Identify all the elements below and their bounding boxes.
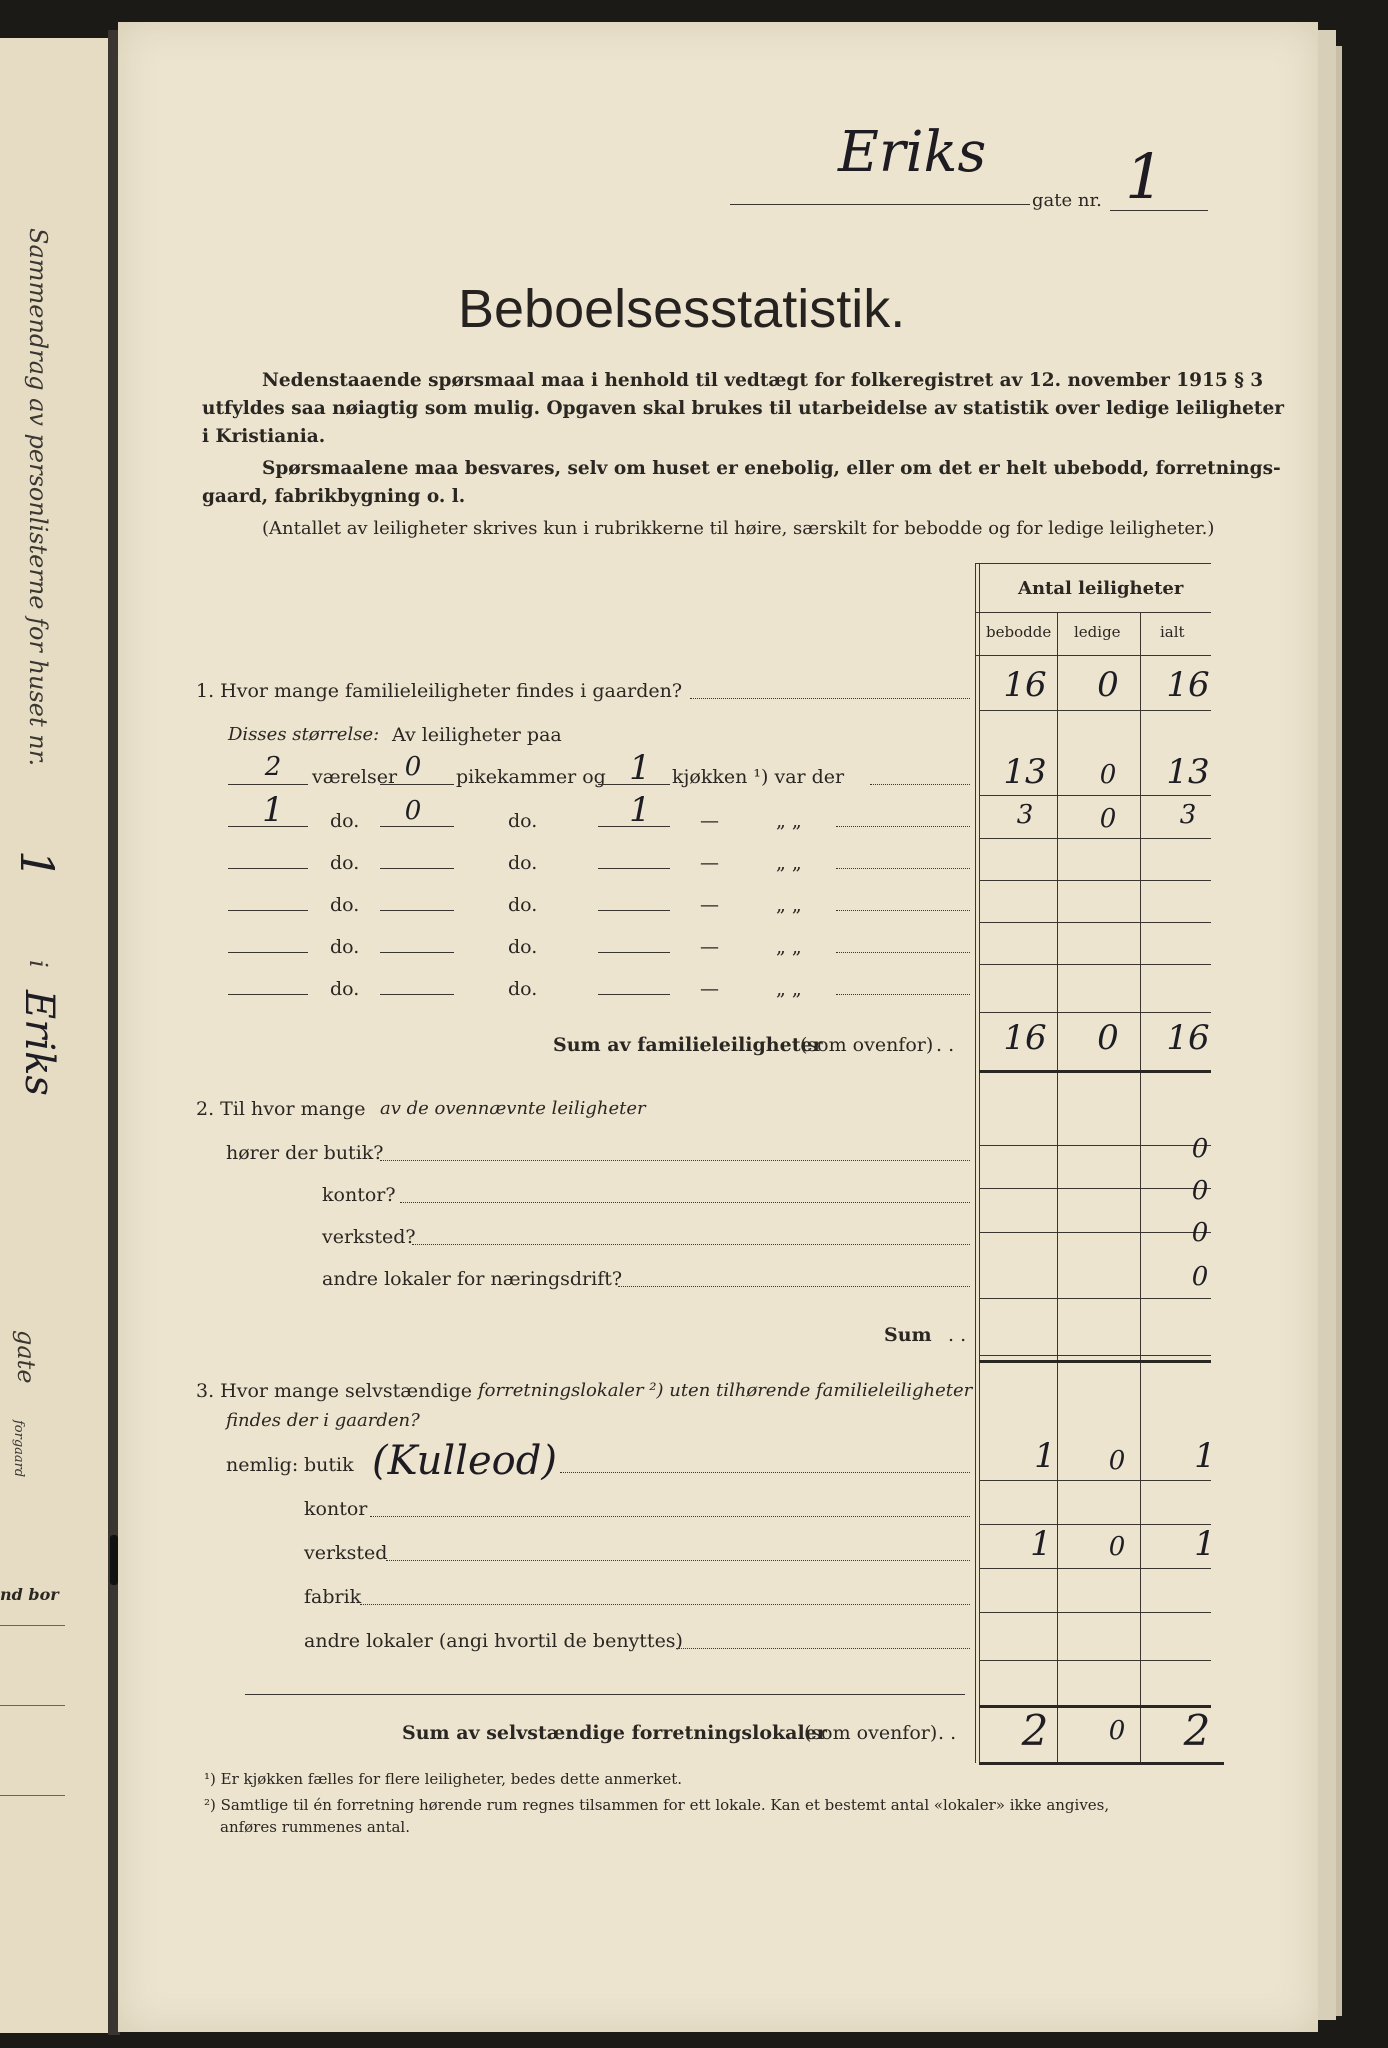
dots: . . bbox=[936, 1034, 955, 1056]
leader-dots bbox=[412, 1244, 970, 1245]
q3-verksted-ialt: 1 bbox=[1194, 1524, 1216, 1564]
row-rule bbox=[979, 1298, 1211, 1299]
table-top-rule bbox=[975, 563, 1211, 564]
q1-sum-label: Sum av familieleiligheter bbox=[553, 1034, 823, 1056]
intro-p2: Spørsmaalene maa besvares, selv om huset er enebolig, eller om det er helt ubebodd, forretnings- bbox=[262, 458, 1281, 479]
row-rule bbox=[979, 964, 1211, 965]
table-group-header: Antal leiligheter bbox=[1018, 578, 1184, 599]
leader-dots bbox=[400, 1202, 970, 1203]
row2-kjokken-value: 1 bbox=[629, 790, 651, 830]
leader-dots bbox=[836, 910, 970, 911]
q3-label-italic: forretningslokaler ²) uten tilhørende familieleiligheter bbox=[478, 1380, 973, 1401]
quotes: „ „ bbox=[776, 894, 802, 916]
row-rule bbox=[979, 880, 1211, 881]
margin-forgaard: forgaard bbox=[11, 1420, 26, 1478]
col-line bbox=[979, 563, 980, 1763]
binding-clip bbox=[110, 1535, 118, 1585]
q2-verksted-value: 0 bbox=[1191, 1218, 1209, 1248]
col-bebodde: bebodde bbox=[986, 623, 1052, 641]
do-label: do. bbox=[508, 936, 538, 958]
leader-dots bbox=[690, 698, 970, 699]
sum-rule bbox=[979, 1762, 1224, 1765]
col-line bbox=[975, 563, 976, 1763]
q3-butik-bebodde: 1 bbox=[1034, 1436, 1056, 1476]
leader-dots bbox=[560, 1472, 970, 1473]
dots: . . bbox=[948, 1324, 967, 1346]
blank-line bbox=[228, 910, 308, 911]
margin-vertical-text: Sammendrag av personlisterne for huset nr. bbox=[24, 228, 52, 767]
q3-butik-ledige: 0 bbox=[1108, 1446, 1126, 1476]
dash: — bbox=[700, 894, 719, 916]
q3-sum-ledige: 0 bbox=[1108, 1716, 1126, 1746]
leader-dots bbox=[836, 994, 970, 995]
q1-label: 1. Hvor mange familieleiligheter findes i gaarden? bbox=[196, 680, 683, 702]
row-rule bbox=[979, 1568, 1211, 1569]
blank-line bbox=[228, 994, 308, 995]
blank-line bbox=[380, 952, 454, 953]
row2-quotes: „ „ bbox=[776, 810, 802, 832]
margin-i: i bbox=[24, 960, 52, 968]
footnote-2b: anføres rummenes antal. bbox=[220, 1818, 410, 1836]
intro-p1: Nedenstaaende spørsmaal maa i henhold til vedtægt for folkeregistret av 12. november 1915 § 3 bbox=[262, 370, 1264, 391]
intro-p2b: gaard, fabrikbygning o. l. bbox=[202, 486, 466, 507]
q3-label: 3. Hvor mange selvstændige bbox=[196, 1380, 472, 1402]
quotes: „ „ bbox=[776, 936, 802, 958]
margin-line bbox=[0, 1795, 65, 1796]
q3-sum-ialt: 2 bbox=[1183, 1706, 1211, 1755]
number-line bbox=[1110, 210, 1208, 211]
row1-pike-label: pikekammer og bbox=[456, 766, 606, 788]
leader-dots bbox=[870, 784, 970, 785]
q2-sum-label: Sum bbox=[884, 1324, 932, 1346]
quotes: „ „ bbox=[776, 978, 802, 1000]
row1-vaerelser-value: 2 bbox=[264, 752, 282, 782]
street-handwritten: Eriks bbox=[838, 120, 987, 185]
margin-line bbox=[0, 1705, 65, 1706]
intro-p3: (Antallet av leiligheter skrives kun i rubrikkerne til høire, særskilt for bebodde og for ledige leiligheter.) bbox=[262, 518, 1215, 539]
footnote-2: ²) Samtlige til én forretning hørende rum regnes tilsammen for ett lokale. Kan et bestemt antal «lokaler» ikke angives, bbox=[204, 1796, 1110, 1814]
blank-line bbox=[380, 868, 454, 869]
blank-line bbox=[598, 910, 670, 911]
leader-dots bbox=[386, 1560, 970, 1561]
blank-line bbox=[380, 826, 454, 827]
do-label: do. bbox=[330, 936, 360, 958]
col-ialt: ialt bbox=[1160, 623, 1185, 641]
q3-kontor-label: kontor bbox=[304, 1498, 368, 1520]
intro-p1b: utfyldes saa nøiagtig som mulig. Opgaven skal brukes til utarbeidelse av statistik over ledige leiligheter bbox=[202, 398, 1284, 419]
row2-ledige: 0 bbox=[1099, 804, 1117, 834]
q2-item-label: kontor? bbox=[322, 1184, 396, 1206]
page-edge bbox=[1318, 30, 1336, 2020]
leader-dots bbox=[380, 1160, 970, 1161]
q3-sum-label: Sum av selvstændige forretningslokaler bbox=[402, 1722, 827, 1744]
q3-butik-ialt: 1 bbox=[1194, 1436, 1216, 1476]
blank-line bbox=[380, 910, 454, 911]
row1-ialt: 13 bbox=[1166, 752, 1210, 792]
row2-pike-value: 0 bbox=[404, 796, 422, 826]
row-rule bbox=[979, 838, 1211, 839]
row-rule bbox=[979, 922, 1211, 923]
do-label: do. bbox=[330, 894, 360, 916]
row1-bebodde: 13 bbox=[1003, 752, 1047, 792]
blank-line bbox=[598, 826, 670, 827]
margin-gate: gate bbox=[12, 1330, 40, 1384]
q1-ledige: 0 bbox=[1097, 665, 1119, 705]
q1-bebodde: 16 bbox=[1003, 665, 1047, 705]
blank-line bbox=[228, 952, 308, 953]
dash: — bbox=[700, 978, 719, 1000]
q3-butik-note: (Kulleod) bbox=[372, 1438, 557, 1484]
q1-sum-bebodde: 16 bbox=[1003, 1018, 1047, 1058]
leader-dots bbox=[618, 1286, 970, 1287]
row-rule bbox=[979, 795, 1211, 796]
street-line bbox=[730, 204, 1030, 205]
blank-line bbox=[380, 784, 454, 785]
do-label: do. bbox=[508, 894, 538, 916]
blank-line bbox=[228, 868, 308, 869]
row2-bebodde: 3 bbox=[1016, 800, 1034, 830]
q1-sum-label2: (som ovenfor) bbox=[800, 1034, 934, 1056]
blank-line bbox=[598, 868, 670, 869]
q3-verksted-label: verksted bbox=[304, 1542, 388, 1564]
row1-vaerelser-label: værelser bbox=[312, 766, 398, 788]
q1-ialt: 16 bbox=[1166, 665, 1210, 705]
quotes: „ „ bbox=[776, 852, 802, 874]
row2-do2: do. bbox=[508, 810, 538, 832]
q3-fabrik-label: fabrik bbox=[304, 1586, 362, 1608]
blank-line bbox=[598, 952, 670, 953]
q2-label: 2. Til hvor mange bbox=[196, 1098, 366, 1120]
row-rule bbox=[979, 1355, 1211, 1356]
dash: — bbox=[700, 852, 719, 874]
q2-item-label: andre lokaler for næringsdrift? bbox=[322, 1268, 623, 1290]
q2-andre-value: 0 bbox=[1191, 1262, 1209, 1292]
margin-number-handwritten: 1 bbox=[10, 850, 64, 880]
do-label: do. bbox=[330, 978, 360, 1000]
page-edge bbox=[1336, 46, 1342, 2016]
q3-sum-label2: (som ovenfor) bbox=[804, 1722, 938, 1744]
dots: . . bbox=[938, 1722, 957, 1744]
row-rule bbox=[979, 1660, 1211, 1661]
row-rule bbox=[979, 1612, 1211, 1613]
row1-pike-value: 0 bbox=[404, 752, 422, 782]
do-label: do. bbox=[330, 852, 360, 874]
q2-butik-value: 0 bbox=[1191, 1134, 1209, 1164]
gate-label: gate nr. bbox=[1032, 190, 1102, 211]
q3-nemlig: nemlig: bbox=[226, 1454, 299, 1476]
blank-line bbox=[228, 826, 308, 827]
leader-dots bbox=[676, 1648, 970, 1649]
q1-sum-ledige: 0 bbox=[1097, 1018, 1119, 1058]
margin-bor: nd bor bbox=[0, 1585, 59, 1604]
row1-ledige: 0 bbox=[1099, 760, 1117, 790]
divider-rule bbox=[245, 1694, 965, 1695]
margin-line bbox=[0, 1625, 65, 1626]
q2-label-italic: av de ovennævnte leiligheter bbox=[380, 1098, 646, 1119]
q3-butik-label: butik bbox=[304, 1454, 354, 1476]
blank-line bbox=[598, 994, 670, 995]
row2-ialt: 3 bbox=[1179, 800, 1197, 830]
leader-dots bbox=[836, 868, 970, 869]
q3-label2: findes der i gaarden? bbox=[226, 1410, 420, 1431]
q2-item-label: hører der butik? bbox=[226, 1142, 384, 1164]
footnote-1: ¹) Er kjøkken fælles for flere leiligheter, bedes dette anmerket. bbox=[204, 1770, 682, 1788]
blank-line bbox=[598, 784, 670, 785]
q1-size-label2: Av leiligheter paa bbox=[392, 724, 562, 746]
blank-line bbox=[380, 994, 454, 995]
row-rule bbox=[979, 710, 1211, 711]
blank-line bbox=[228, 784, 308, 785]
leader-dots bbox=[360, 1604, 970, 1605]
intro-p1c: i Kristiania. bbox=[202, 426, 326, 447]
sum-rule bbox=[979, 1360, 1211, 1363]
leader-dots bbox=[836, 826, 970, 827]
q1-size-label: Disses størrelse: bbox=[228, 724, 380, 745]
row2-dash: — bbox=[700, 810, 719, 832]
table-rule bbox=[975, 612, 1211, 613]
margin-street-handwritten: Eriks bbox=[16, 990, 62, 1096]
row-rule bbox=[979, 1012, 1211, 1013]
row2-vaerelser-value: 1 bbox=[262, 790, 284, 830]
q3-verksted-ledige: 0 bbox=[1108, 1532, 1126, 1562]
row1-kjokken-value: 1 bbox=[629, 748, 651, 788]
row2-do1: do. bbox=[330, 810, 360, 832]
q2-item-label: verksted? bbox=[322, 1226, 416, 1248]
do-label: do. bbox=[508, 852, 538, 874]
row-rule bbox=[979, 1480, 1211, 1481]
table-rule bbox=[975, 655, 1211, 656]
page-title: Beboelsesstatistik. bbox=[458, 279, 906, 339]
leader-dots bbox=[836, 952, 970, 953]
do-label: do. bbox=[508, 978, 538, 1000]
sum-rule bbox=[979, 1070, 1211, 1073]
q1-sum-ialt: 16 bbox=[1166, 1018, 1210, 1058]
q3-sum-bebodde: 2 bbox=[1021, 1706, 1049, 1755]
dash: — bbox=[700, 936, 719, 958]
row1-kjokken-label: kjøkken ¹) var der bbox=[672, 766, 845, 788]
q3-andre-label: andre lokaler (angi hvortil de benyttes) bbox=[304, 1630, 683, 1652]
col-ledige: ledige bbox=[1074, 623, 1121, 641]
q3-verksted-bebodde: 1 bbox=[1030, 1524, 1052, 1564]
number-handwritten: 1 bbox=[1125, 140, 1165, 213]
q2-kontor-value: 0 bbox=[1191, 1176, 1209, 1206]
leader-dots bbox=[370, 1516, 970, 1517]
